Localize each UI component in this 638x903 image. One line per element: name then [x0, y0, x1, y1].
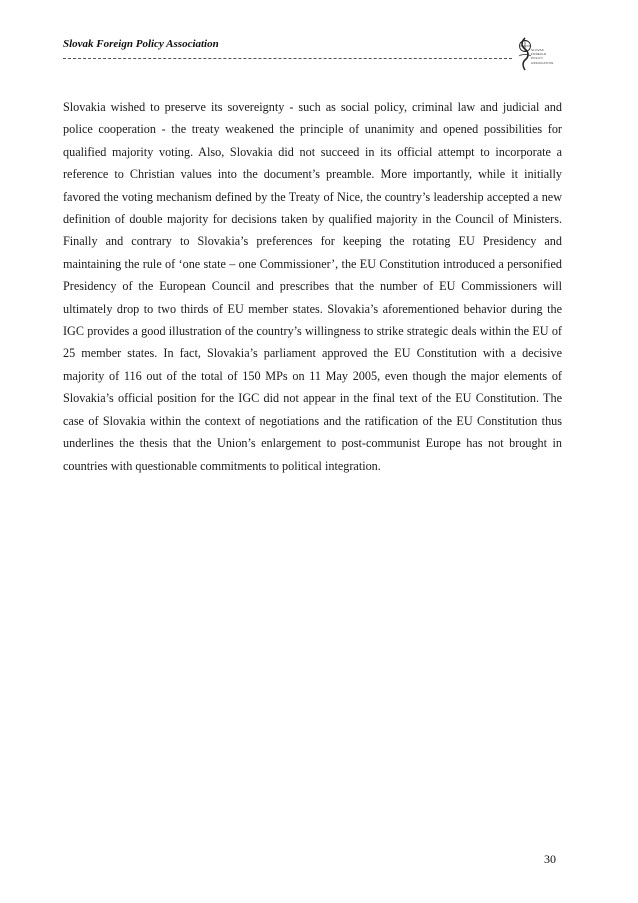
sfpa-logo [516, 36, 556, 92]
logo-text: SLOVAK FOREIGN POLICY ASSOCIATION [531, 48, 554, 65]
page-number: 30 [544, 852, 556, 866]
header-divider [63, 58, 512, 59]
header-title: Slovak Foreign Policy Association [63, 38, 219, 50]
body-paragraph: Slovakia wished to preserve its sovereignty - such as social policy, criminal law and judicial and police cooperation - the treaty weakened the principle of unanimity and opened possibilities for qualified majority voting. Also, Slovakia did not succeed in its official attempt to incorporate a reference to Christian values into the document’s preamble. More importantly, while it initially favored the voting mechanism defined by the Treaty of Nice, the country’s leadership accepted a new definition of double majority for decisions taken by qualified majority in the Council of Ministers. Finally and contrary to Slovakia’s preferences for keeping the rotating EU Presidency and maintaining the rule of ‘one state – one Commissioner’, the EU Constitution introduced a personified Presidency of the European Council and prescribes that the number of EU Commissioners will ultimately drop to two thirds of EU member states. Slovakia’s aforementioned behavior during the IGC provides a good illustration of the country’s willingness to strike strategic deals within the EU of 25 member states. In fact, Slovakia’s parliament approved the EU Constitution with a decisive majority of 116 out of the total of 150 MPs on 11 May 2005, even though the major elements of Slovakia’s official position for the IGC did not appear in the final text of the EU Constitution. The case of Slovakia within the context of negotiations and the ratification of the EU Constitution thus underlines the thesis that the Union’s enlargement to post-communist Europe has not brought in countries with questionable commitments to political integration. [63, 100, 562, 473]
